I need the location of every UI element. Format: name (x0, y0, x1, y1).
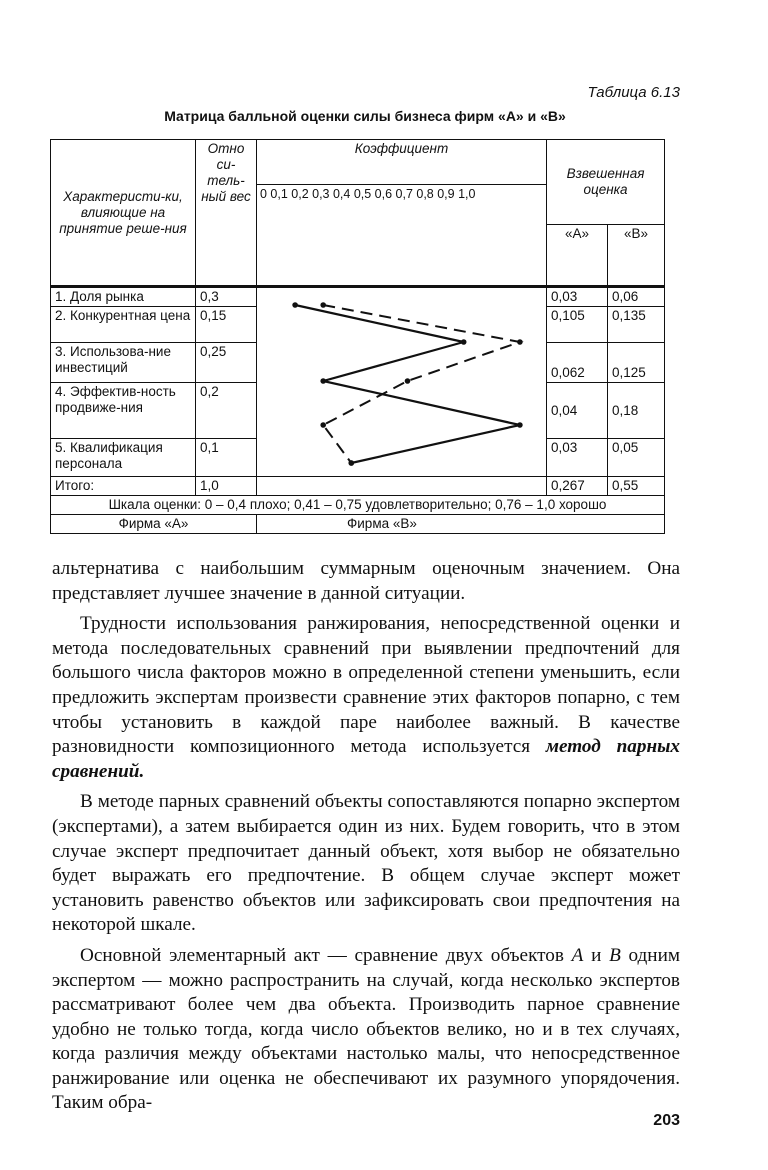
total-coef-empty (257, 477, 547, 496)
row-factor: 1. Доля рынка (51, 287, 196, 307)
row-score-a: 0,062 (547, 343, 608, 383)
total-weight: 1,0 (196, 477, 257, 496)
paragraph: В методе парных сравнений объекты сопоставляются попарно экспертом (экспертами), а затем выбирается один из них. Будем говорить, что в этом случае эксперт предпочитает данный объект, хотя выбор не обязательно будет выражать его предпочтение. В общем случае эксперт может установить равенство объектов или зафиксировать свои предпочтения на некоторой шкале. (52, 791, 680, 936)
row-score-a: 0,105 (547, 307, 608, 343)
object-b: В (609, 944, 621, 966)
total-label: Итого: (51, 477, 196, 496)
table-scale-note-row (51, 496, 665, 515)
paragraph-text: Основной элементарный акт — сравнение двух объектов (80, 944, 572, 966)
emphasis-term: метод парных сравнений. (52, 736, 680, 782)
paragraph-text: Трудности использования ранжирования, непосредственной оценки и метода последовательных сравнений при выявлении предпочтений для большого числа факторов можно в определенной степени уменьшить, если предложить экспертам произвести сравнение этих факторов попарно, с тем чтобы установить в каждой паре наиболее важный. В качестве разновидности композиционного метода используется (52, 613, 680, 758)
table-title: Матрица балльной оценки силы бизнеса фирм «А» и «В» (164, 108, 566, 124)
row-factor: 4. Эффектив-ность продвиже-ния (51, 383, 196, 439)
legend-firm-a: Фирма «А» (51, 515, 257, 534)
paragraph (52, 612, 680, 784)
table-header-row (51, 140, 665, 185)
body-text (52, 557, 680, 1116)
row-weight: 0,2 (196, 383, 257, 439)
scoring-matrix-table (50, 139, 665, 534)
header-coefficient: Коэффициент (257, 140, 547, 185)
page-number: 203 (653, 1112, 680, 1129)
paragraph-text: и (583, 944, 610, 966)
scale-note: Шкала оценки: 0 – 0,4 плохо; 0,41 – 0,75 удовлетворительно; 0,76 – 1,0 хорошо (51, 496, 665, 515)
header-scale: 0 0,1 0,2 0,3 0,4 0,5 0,6 0,7 0,8 0,9 1,0 (257, 185, 547, 287)
table-number: Таблица 6.13 (587, 84, 680, 101)
row-score-b: 0,18 (608, 383, 665, 439)
row-score-a: 0,03 (547, 287, 608, 307)
row-weight: 0,3 (196, 287, 257, 307)
row-score-a: 0,03 (547, 439, 608, 477)
row-score-b: 0,125 (608, 343, 665, 383)
header-weight: Отно си- тель- ный вес (196, 140, 257, 287)
row-weight: 0,1 (196, 439, 257, 477)
header-weighted: Взвешенная оценка (547, 140, 665, 225)
total-score-b: 0,55 (608, 477, 665, 496)
row-factor: 2. Конкурентная цена (51, 307, 196, 343)
row-score-a: 0,04 (547, 383, 608, 439)
row-score-b: 0,06 (608, 287, 665, 307)
header-col-b: «В» (608, 225, 665, 287)
table-legend-row (51, 515, 665, 534)
header-col-a: «А» (547, 225, 608, 287)
row-score-b: 0,05 (608, 439, 665, 477)
row-factor: 3. Использова-ние инвестиций (51, 343, 196, 383)
row-weight: 0,25 (196, 343, 257, 383)
table-total-row (51, 477, 665, 496)
table-row (51, 287, 665, 307)
paragraph (52, 944, 680, 1116)
paragraph-text: одним экспертом — можно распространить на случай, когда несколько экспертов рассматривают более чем два объекта. Производить парное сравнение удобно не только тогда, когда число объектов велико, но и в тех случаях, когда различия между объектами настолько малы, что непосредственное ранжирование или оценка не обеспечивают их разумного упорядочения. Таким обра- (52, 944, 680, 1114)
row-score-b: 0,135 (608, 307, 665, 343)
row-factor: 5. Квалификация персонала (51, 439, 196, 477)
paragraph: альтернатива с наибольшим суммарным оценочным значением. Она представляет лучшее значение в данной ситуации. (52, 558, 680, 604)
total-score-a: 0,267 (547, 477, 608, 496)
profile-cell (257, 287, 547, 477)
object-a: А (571, 944, 584, 966)
header-factor: Характеристи-ки, влияющие на принятие реше-ния (51, 140, 196, 287)
row-weight: 0,15 (196, 307, 257, 343)
legend-firm-b: Фирма «В» (257, 515, 665, 534)
